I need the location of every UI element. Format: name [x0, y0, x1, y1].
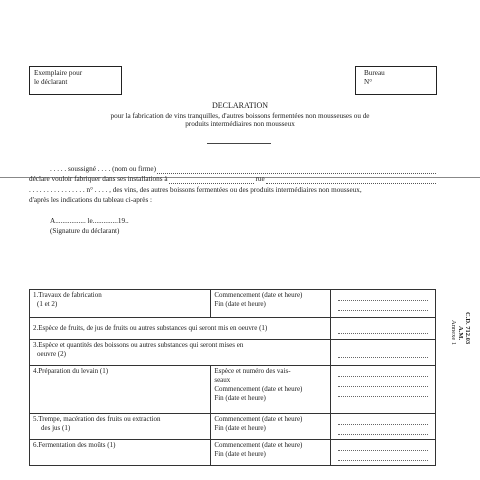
- row4-vessel-label2: seaux: [214, 376, 231, 385]
- table-row: [30, 290, 436, 318]
- row5-mid-cell: [211, 414, 331, 440]
- row3-label: 3.Espèce et quantités des boissons ou autres substances qui seront mises en: [33, 341, 244, 349]
- title-sub1: pour la fabrication de vins tranquilles, d'autres boissons fermentées non mousseuses ou de: [110, 111, 370, 120]
- signature-label: (Signature du déclarant): [50, 227, 120, 235]
- table-row: [30, 340, 436, 366]
- row1-start-field[interactable]: [338, 294, 428, 301]
- row3-field[interactable]: [338, 351, 428, 358]
- table-row: [30, 366, 436, 414]
- row1-label: 1.Travaux de fabrication: [33, 291, 102, 299]
- declare-label: déclare vouloir fabriquer dans ses installations à: [29, 175, 168, 183]
- bureau-box: [355, 66, 437, 95]
- row3-value-cell[interactable]: [331, 340, 436, 366]
- fabrication-table: [29, 289, 436, 466]
- table-row: [30, 440, 436, 466]
- side-code-line3: Annexe 1: [449, 320, 457, 346]
- number-and-products-text: . . . . . . . . . . . . . . . . n° . . . . , des vins, des autres boissons fermentées ou des produits intermédiaires non mousseux,: [29, 186, 362, 194]
- declarant-copy-box: [29, 66, 122, 95]
- signature-line: [50, 227, 119, 236]
- row6-start-field[interactable]: [338, 444, 428, 451]
- row5-start-label: Commencement (date et heure): [214, 415, 303, 423]
- row4-value-cell[interactable]: [331, 366, 436, 414]
- document-title: [0, 101, 480, 129]
- row5-value-cell[interactable]: [331, 414, 436, 440]
- row5-start-field[interactable]: [338, 418, 428, 425]
- row1-label-cell: [30, 290, 211, 318]
- body-line-2: [29, 175, 436, 184]
- row6-label: 6.Fermentation des moûts (1): [33, 441, 116, 449]
- row4-end-label: Fin (date et heure): [214, 394, 266, 403]
- street-field[interactable]: [266, 177, 436, 184]
- place-date-line: [50, 217, 129, 226]
- row2-field[interactable]: [338, 327, 428, 334]
- table-row: [30, 414, 436, 440]
- row2-label-cell: [30, 318, 331, 340]
- table-row: [30, 318, 436, 340]
- row5-label-cell: [30, 414, 211, 440]
- side-code: [443, 312, 479, 372]
- row5-end-label: Fin (date et heure): [214, 424, 266, 433]
- row6-label-cell: [30, 440, 211, 466]
- table-intro-text: d'après les indications du tableau ci-après :: [29, 196, 153, 204]
- body-line-3: [29, 186, 362, 195]
- row6-end-label: Fin (date et heure): [214, 450, 266, 459]
- row4-label: 4.Préparation du levain (1): [33, 367, 109, 375]
- row5-end-field[interactable]: [338, 428, 428, 435]
- body-line-1: [50, 165, 436, 174]
- row2-value-cell[interactable]: [331, 318, 436, 340]
- row6-end-field[interactable]: [338, 454, 428, 461]
- row1-mid-cell: [211, 290, 331, 318]
- name-field[interactable]: [157, 167, 436, 174]
- street-label: rue: [255, 175, 265, 183]
- title-sub2: produits intermédiaires non mousseux: [185, 120, 295, 129]
- side-code-line2: A.M.: [456, 326, 464, 341]
- row1-end-field[interactable]: [338, 304, 428, 311]
- row4-vessel-field[interactable]: [338, 370, 428, 377]
- soussigne-label: . . . . . soussigné . . . . (nom ou firme): [50, 165, 157, 173]
- row6-mid-cell: [211, 440, 331, 466]
- row5-label: 5.Trempe, macération des fruits ou extraction: [33, 415, 161, 423]
- title-underline: [207, 143, 271, 144]
- location-field[interactable]: [169, 177, 254, 184]
- bureau-label: Bureau: [364, 69, 385, 77]
- row4-label-cell: [30, 366, 211, 414]
- row3-label2: oeuvre (2): [37, 350, 66, 359]
- row4-vessel-label: Espèce et numéro des vais-: [214, 367, 291, 375]
- row1-value-cell[interactable]: [331, 290, 436, 318]
- row1-label2: (1 et 2): [37, 300, 58, 309]
- row4-mid-cell: [211, 366, 331, 414]
- declarant-copy-line1: Exemplaire pour: [34, 69, 83, 77]
- place-date-text: A................. le..............19..: [50, 217, 129, 225]
- row4-start-field[interactable]: [338, 380, 428, 387]
- row6-start-label: Commencement (date et heure): [214, 441, 303, 449]
- title-main: DECLARATION: [212, 101, 268, 110]
- row4-start-label: Commencement (date et heure): [214, 385, 303, 394]
- row6-value-cell[interactable]: [331, 440, 436, 466]
- row1-start-label: Commencement (date et heure): [214, 291, 303, 299]
- body-line-4: [29, 196, 152, 205]
- row4-end-field[interactable]: [338, 390, 428, 397]
- row3-label-cell: [30, 340, 331, 366]
- row5-label2: des jus (1): [41, 424, 71, 433]
- bureau-number-label: N°: [364, 78, 373, 86]
- row2-label: 2.Espèce de fruits, de jus de fruits ou autres substances qui seront mis en oeuvre (1): [33, 323, 268, 332]
- row1-end-label: Fin (date et heure): [214, 300, 266, 309]
- side-code-line1: C.D. 712.03: [464, 312, 471, 345]
- declarant-copy-line2: le déclarant: [34, 78, 68, 86]
